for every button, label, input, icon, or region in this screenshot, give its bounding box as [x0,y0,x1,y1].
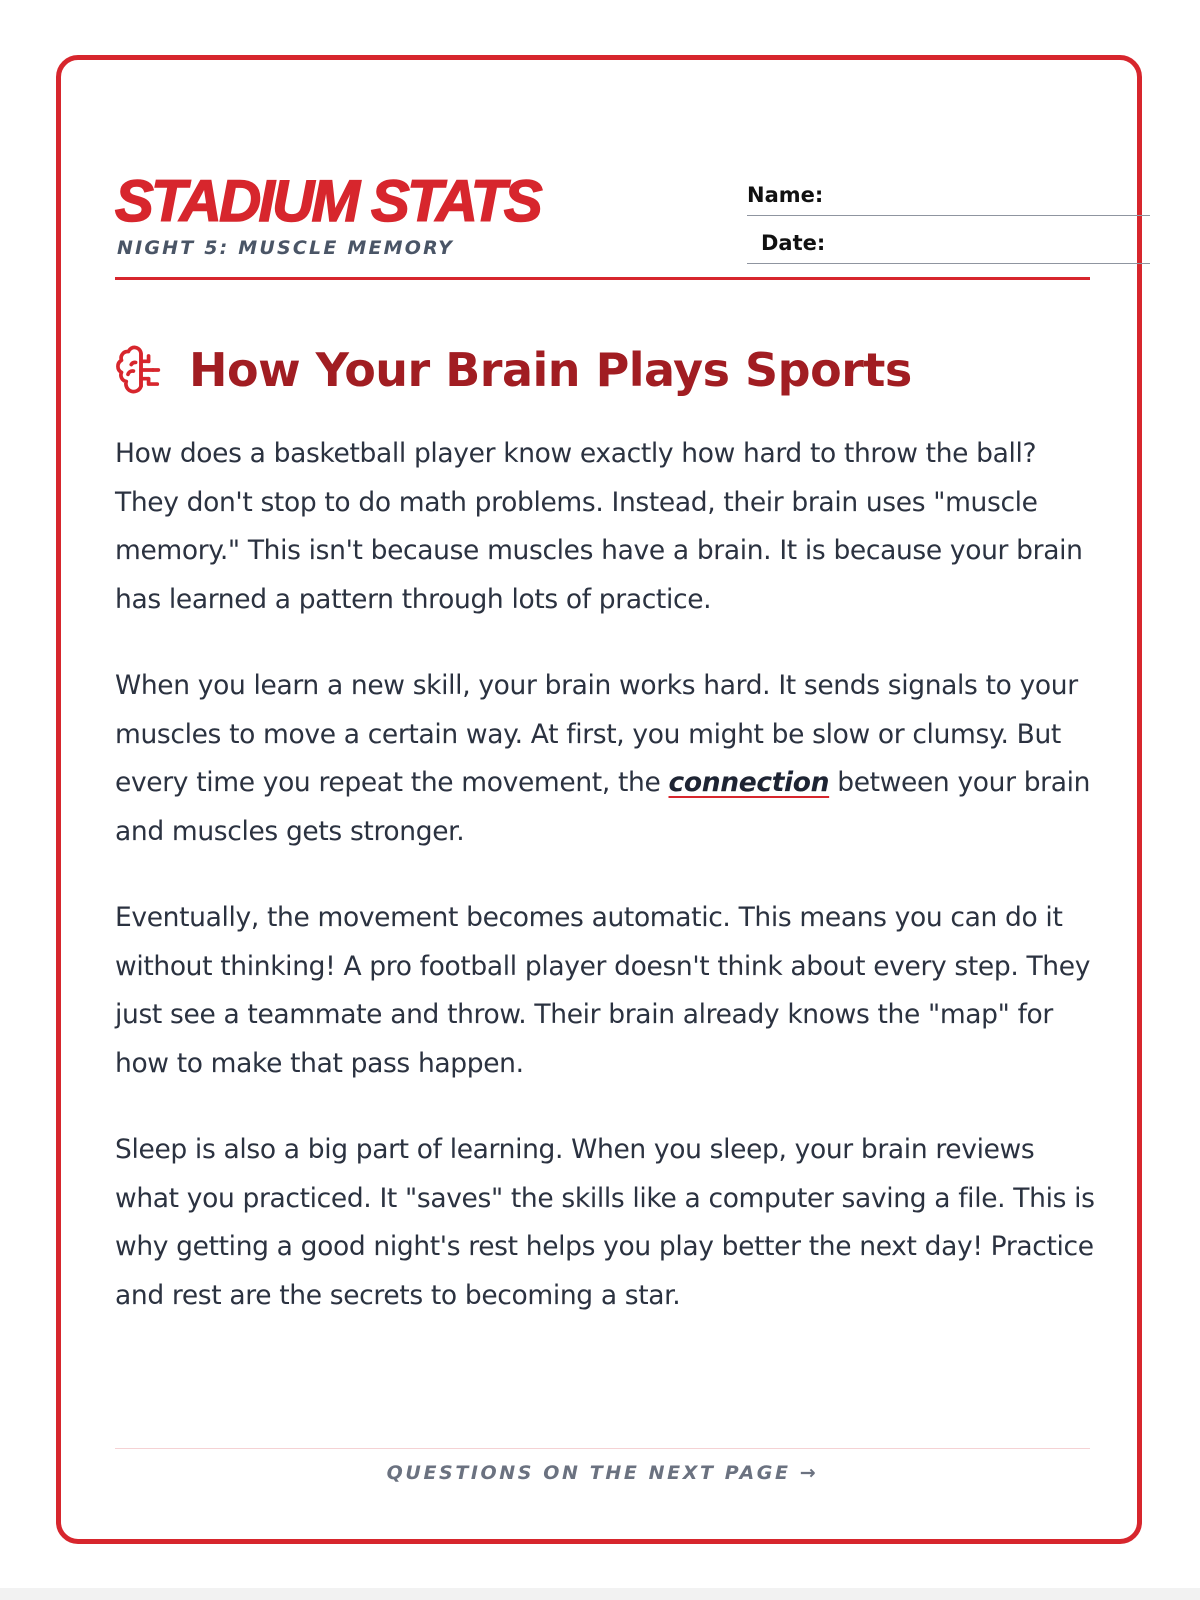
worksheet-header [115,115,1090,280]
section-title: How Your Brain Plays Sports [189,343,912,397]
paragraph-2 [115,662,1095,856]
paragraph-4: Sleep is also a big part of learning. When you sleep, your brain reviews what you practiced. It "saves" the skills like a computer saving a file. This is why getting a good night's rest helps you play better the next day! Practice and rest are the secrets to becoming a star. [115,1134,1095,1311]
name-field[interactable] [747,170,1150,216]
date-label: Date: [761,231,826,255]
reading-passage [115,430,1095,1358]
worksheet-card [56,55,1142,1544]
name-label: Name: [747,183,824,207]
next-page-note: QUESTIONS ON THE NEXT PAGE → [386,1462,819,1484]
night-subtitle: NIGHT 5: MUSCLE MEMORY [117,237,455,259]
page-bottom-strip [0,1588,1200,1600]
vocab-word: connection [668,767,830,798]
section-heading [115,340,912,400]
paragraph-2-end: between your brain and muscles gets stronger. [115,767,1091,847]
footer-divider [115,1448,1090,1449]
brain-icon [115,344,167,396]
brand-title: STADIUM STATS [115,169,541,234]
paragraph-1: How does a basketball player know exactly how hard to throw the ball? They don't stop to do math problems. Instead, their brain uses "muscle memory." This isn't because muscles have a brain. It is because your brain has learned a pattern through lots of practice. [115,438,1083,615]
paragraph-3: Eventually, the movement becomes automatic. This means you can do it without thinking! A pro football player doesn't think about every step. They just see a teammate and throw. Their brain already knows the "map" for how to make that pass happen. [115,902,1091,1079]
paragraph-2-start: When you learn a new skill, your brain works hard. It sends signals to your muscles to move a certain way. At first, you might be slow or clumsy. But every time you repeat the movement, the [115,670,1078,798]
date-field[interactable] [747,218,1150,264]
